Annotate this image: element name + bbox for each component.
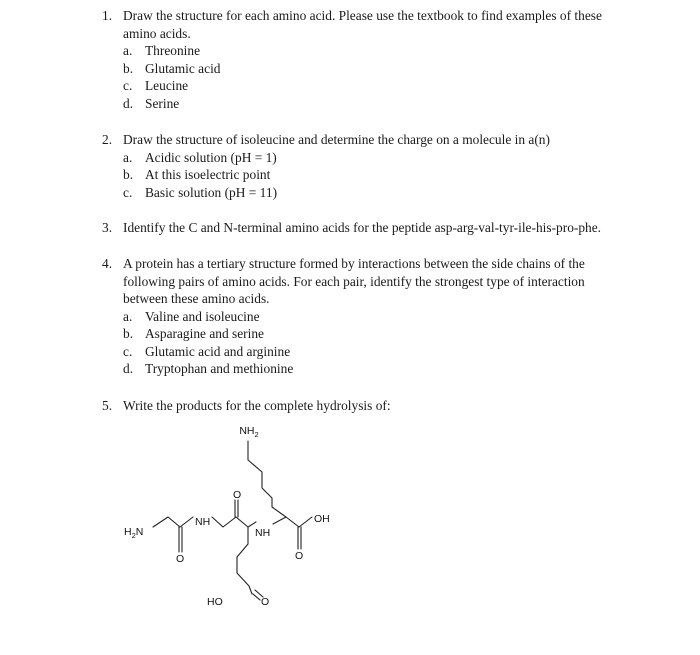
question-number: 1.: [102, 8, 113, 23]
backbone-bond: [153, 517, 193, 527]
backbone-bond: [273, 517, 312, 527]
question-text: Draw the structure of isoleucine and determine the charge on a molecule in a(n): [123, 132, 550, 147]
amine-label: $NH_2$: [239, 425, 259, 439]
amide-nh-label: NH: [255, 527, 271, 539]
question-number: 3.: [102, 220, 113, 235]
question-number: 2.: [102, 132, 113, 147]
amine-label: $H_2N$: [124, 526, 144, 540]
list-item: a. Threonine: [123, 43, 201, 58]
list-item: c. Glutamic acid and arginine: [123, 343, 291, 359]
oxygen-label: O: [261, 596, 270, 608]
question-number: 4.: [102, 256, 113, 271]
list-item: c. Leucine: [123, 78, 189, 93]
question-number: 5.: [102, 398, 113, 413]
list-item: a. Valine and isoleucine: [123, 308, 260, 324]
list-item: d. Tryptophan and methionine: [123, 361, 294, 376]
oxygen-label: O: [176, 553, 185, 565]
list-item: a. Acidic solution (pH = 1): [123, 149, 277, 165]
question-text: Identify the C and N-terminal amino acids for the peptide asp-arg-val-tyr-ile-his-pro-phe.: [123, 220, 602, 235]
list-item: c. Basic solution (pH = 11): [123, 184, 278, 200]
oxygen-label: O: [295, 550, 304, 562]
question-text: Write the products for the complete hydrolysis of:: [123, 398, 391, 413]
oxygen-label: O: [233, 489, 242, 501]
question-text: A protein has a tertiary structure formed by interactions between the side chains of the following pairs of amino acids. For each pair, identify the strongest type of interaction between these amino acids.: [123, 256, 585, 306]
side-chain-bond: [248, 441, 286, 517]
list-item: b. Glutamic acid: [123, 60, 221, 76]
backbone-bond: [212, 517, 256, 527]
amide-nh-label: NH: [195, 516, 211, 528]
side-chain-bond: [237, 527, 252, 594]
list-item: b. Asparagine and serine: [123, 326, 264, 341]
list-item: b. At this isoelectric point: [123, 167, 271, 182]
question-text: Draw the structure for each amino acid. Please use the textbook to find examples of these amino acids.: [123, 8, 602, 41]
hydroxyl-label: OH: [314, 513, 330, 525]
hydroxyl-label: HO: [207, 596, 223, 608]
list-item: d. Serine: [123, 95, 180, 111]
